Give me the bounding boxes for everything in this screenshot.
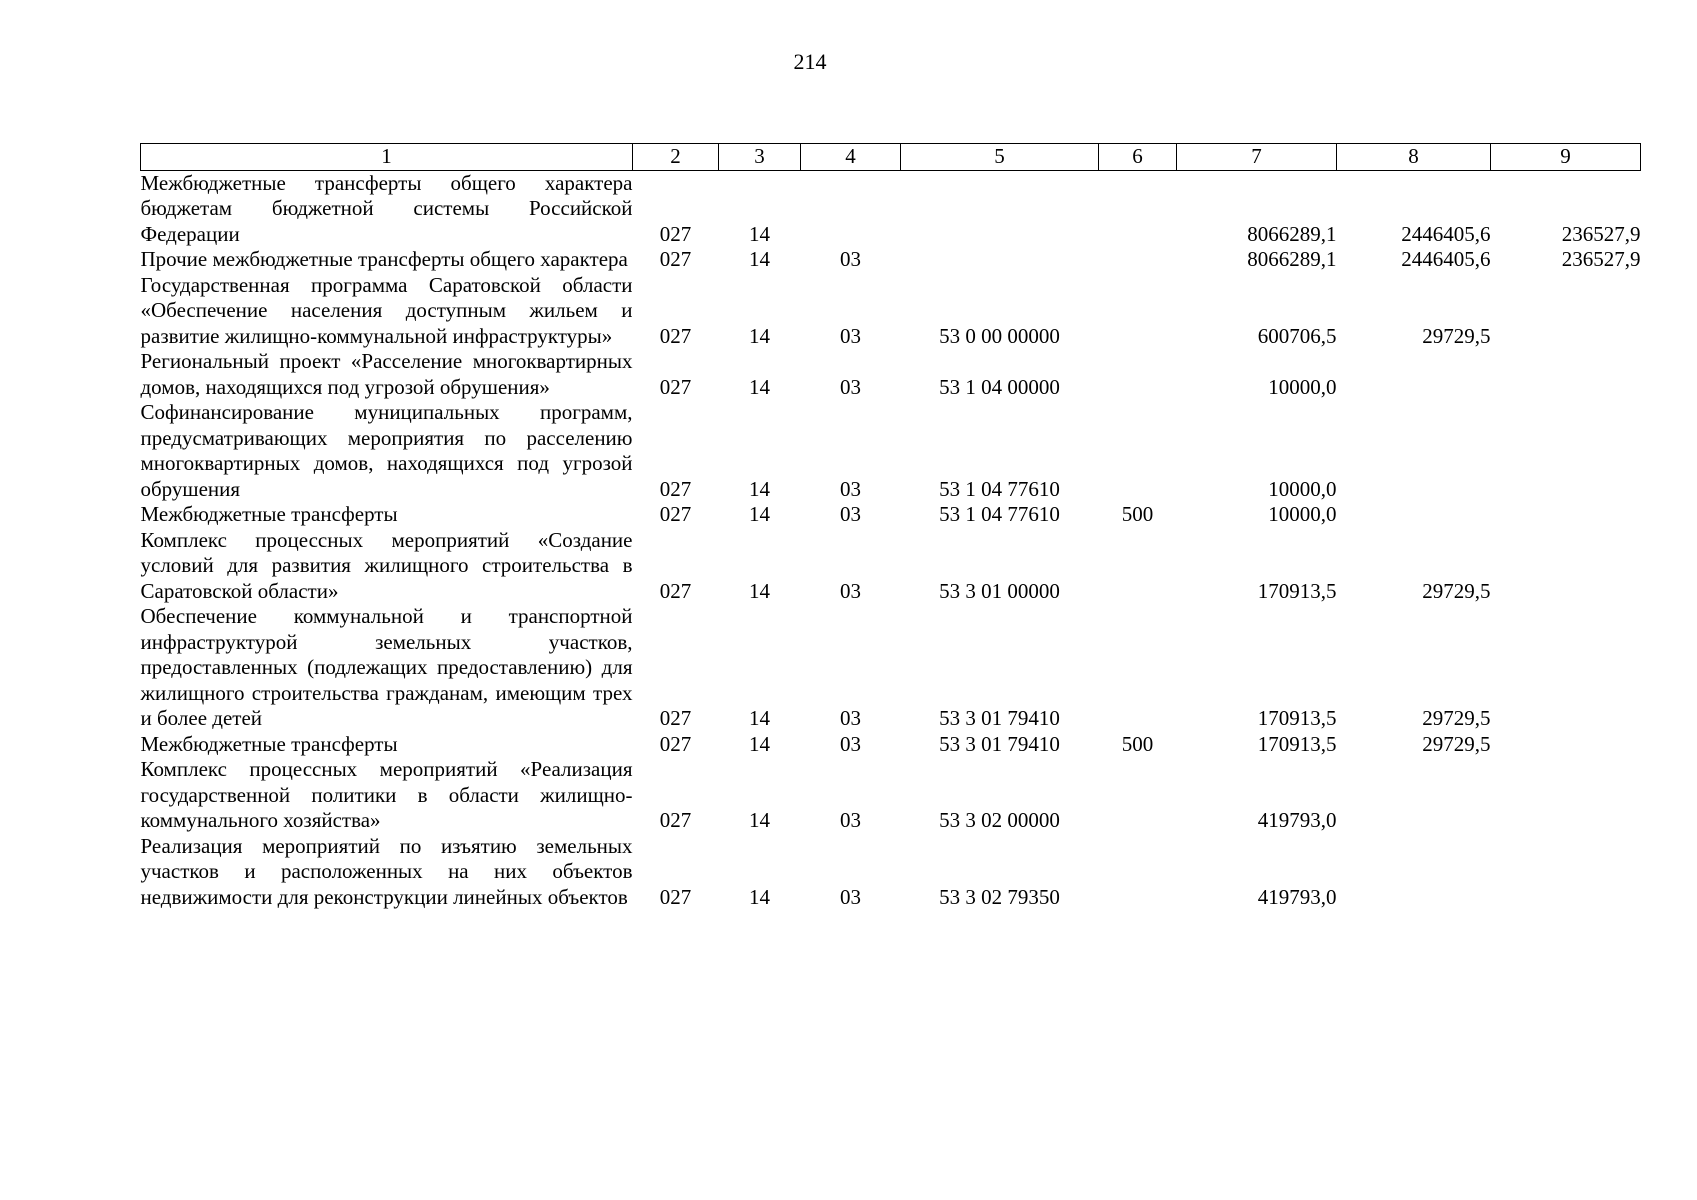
row-value-cell-col3: 14 <box>749 808 770 832</box>
row-name-cell: Региональный проект «Расселение многоквартирных домов, находящихся под угрозой обрушения» <box>140 349 633 399</box>
table-row <box>141 732 1641 758</box>
column-header-2: 2 <box>633 144 719 171</box>
row-value-cell-col7: 419793,0 <box>1257 884 1337 909</box>
row-name-cell: Межбюджетные трансферты <box>140 502 398 526</box>
row-value-cell-col2: 027 <box>659 884 692 909</box>
row-value-cell-col7: 170913,5 <box>1257 731 1337 756</box>
row-name-cell: Реализация мероприятий по изъятию земельных участков и расположенных на них объектов недвижимости для реконструкции линейных объектов <box>140 833 633 909</box>
row-value-cell-col7: 8066289,1 <box>1247 247 1337 271</box>
row-value-cell-col2: 027 <box>659 502 692 526</box>
row-value-cell-col6 <box>1099 757 1177 834</box>
table-row <box>141 273 1641 350</box>
row-value-cell-col7: 10000,0 <box>1268 476 1337 501</box>
row-value-cell-col4: 03 <box>840 247 861 271</box>
row-value-cell-col4: 03 <box>840 476 861 501</box>
row-value-cell-col9: 236527,9 <box>1561 247 1641 271</box>
row-value-cell-col3: 14 <box>749 374 770 399</box>
row-value-cell-col8: 2446405,6 <box>1401 221 1491 246</box>
row-value-cell-col7: 170913,5 <box>1257 578 1337 603</box>
row-value-cell-col8: 29729,5 <box>1422 323 1491 348</box>
row-name-cell: Комплекс процессных мероприятий «Создание условий для развития жилищного строительства в Саратовской области» <box>140 527 633 603</box>
row-value-cell-col3: 14 <box>749 731 770 756</box>
table-row <box>141 757 1641 834</box>
column-header-9: 9 <box>1491 144 1641 171</box>
row-value-cell-col2: 027 <box>659 731 692 756</box>
row-value-cell-col6 <box>1099 273 1177 350</box>
row-value-cell-col6: 500 <box>1121 502 1154 526</box>
column-header-6: 6 <box>1099 144 1177 171</box>
table-row <box>141 400 1641 502</box>
row-value-cell-col8 <box>1337 757 1491 834</box>
row-value-cell-col9 <box>1491 400 1641 502</box>
row-name-cell: Прочие межбюджетные трансферты общего характера <box>140 247 628 271</box>
table-row <box>141 247 1641 273</box>
row-value-cell-col5: 53 3 01 00000 <box>939 578 1060 603</box>
row-value-cell-col2: 027 <box>659 808 692 832</box>
table-row <box>141 502 1641 528</box>
table-row <box>141 349 1641 400</box>
row-value-cell-col2: 027 <box>659 221 692 246</box>
row-value-cell-col8: 2446405,6 <box>1401 247 1491 271</box>
row-value-cell-col8: 29729,5 <box>1422 731 1491 756</box>
row-value-cell-col6 <box>1099 834 1177 911</box>
row-name-cell: Межбюджетные трансферты общего характера бюджетам бюджетной системы Российской Федерации <box>140 170 633 246</box>
row-name-cell: Комплекс процессных мероприятий «Реализация государственной политики в области жилищно-коммунального хозяйства» <box>140 757 633 832</box>
row-value-cell-col9 <box>1491 604 1641 732</box>
row-value-cell-col5: 53 1 04 77610 <box>939 476 1060 501</box>
row-value-cell-col5: 53 3 02 00000 <box>939 808 1060 832</box>
row-value-cell-col4 <box>801 170 901 247</box>
row-value-cell-col5: 53 3 01 79410 <box>939 706 1060 730</box>
row-value-cell-col6 <box>1099 247 1177 273</box>
page-number: 214 <box>793 49 827 74</box>
row-value-cell-col4: 03 <box>840 808 861 832</box>
row-value-cell-col7: 10000,0 <box>1268 502 1337 526</box>
row-value-cell-col9: 236527,9 <box>1561 221 1641 246</box>
row-value-cell-col9 <box>1491 757 1641 834</box>
row-value-cell-col2: 027 <box>659 323 692 348</box>
row-value-cell-col9 <box>1491 732 1641 758</box>
row-value-cell-col7: 10000,0 <box>1268 374 1337 399</box>
row-value-cell-col9 <box>1491 273 1641 350</box>
row-value-cell-col4: 03 <box>840 706 861 730</box>
row-value-cell-col5: 53 3 02 79350 <box>939 884 1060 909</box>
column-header-3: 3 <box>719 144 801 171</box>
row-name-cell: Государственная программа Саратовской области «Обеспечение населения доступным жильем и развитие жилищно-коммунальной инфраструктуры» <box>140 272 633 348</box>
column-header-5: 5 <box>901 144 1099 171</box>
column-header-4: 4 <box>801 144 901 171</box>
row-value-cell-col5: 53 0 00 00000 <box>939 323 1060 348</box>
column-header-1: 1 <box>141 144 633 171</box>
row-value-cell-col4: 03 <box>840 502 861 526</box>
row-value-cell-col5: 53 3 01 79410 <box>939 731 1060 756</box>
row-value-cell-col9 <box>1491 349 1641 400</box>
row-value-cell-col9 <box>1491 834 1641 911</box>
row-value-cell-col6 <box>1099 528 1177 605</box>
row-value-cell-col8 <box>1337 400 1491 502</box>
row-value-cell-col6 <box>1099 170 1177 247</box>
row-value-cell-col2: 027 <box>659 578 692 603</box>
row-value-cell-col4: 03 <box>840 323 861 348</box>
row-value-cell-col7: 8066289,1 <box>1247 221 1337 246</box>
row-value-cell-col4: 03 <box>840 374 861 399</box>
row-value-cell-col8: 29729,5 <box>1422 706 1491 730</box>
row-value-cell-col4: 03 <box>840 884 861 909</box>
row-value-cell-col5 <box>901 170 1099 247</box>
row-value-cell-col9 <box>1491 528 1641 605</box>
row-value-cell-col2: 027 <box>659 374 692 399</box>
row-value-cell-col5: 53 1 04 77610 <box>939 502 1060 526</box>
row-value-cell-col3: 14 <box>749 502 770 526</box>
row-value-cell-col3: 14 <box>749 476 770 501</box>
budget-table <box>140 143 1641 910</box>
row-value-cell-col7: 600706,5 <box>1257 323 1337 348</box>
row-value-cell-col6: 500 <box>1121 731 1154 756</box>
row-value-cell-col6 <box>1099 604 1177 732</box>
row-name-cell: Софинансирование муниципальных программ, предусматривающих мероприятия по расселению многоквартирных домов, находящихся под угрозой обрушения <box>140 400 633 501</box>
row-value-cell-col2: 027 <box>659 247 692 271</box>
row-value-cell-col8: 29729,5 <box>1422 578 1491 603</box>
row-value-cell-col4: 03 <box>840 731 861 756</box>
row-value-cell-col4: 03 <box>840 578 861 603</box>
row-value-cell-col3: 14 <box>749 247 770 271</box>
row-value-cell-col6 <box>1099 400 1177 502</box>
table-row <box>141 604 1641 732</box>
row-name-cell: Обеспечение коммунальной и транспортной инфраструктурой земельных участков, предоставленных (подлежащих предоставлению) для жилищного строительства гражданам, имеющим трех и более детей <box>140 604 633 730</box>
row-name-cell: Межбюджетные трансферты <box>140 731 398 756</box>
row-value-cell-col3: 14 <box>749 323 770 348</box>
row-value-cell-col3: 14 <box>749 221 770 246</box>
column-header-8: 8 <box>1337 144 1491 171</box>
row-value-cell-col7: 419793,0 <box>1257 808 1337 832</box>
row-value-cell-col3: 14 <box>749 578 770 603</box>
row-value-cell-col5: 53 1 04 00000 <box>939 374 1060 399</box>
row-value-cell-col3: 14 <box>749 884 770 909</box>
row-value-cell-col2: 027 <box>659 706 692 730</box>
table-row <box>141 170 1641 247</box>
column-header-7: 7 <box>1177 144 1337 171</box>
row-value-cell-col8 <box>1337 834 1491 911</box>
row-value-cell-col8 <box>1337 502 1491 528</box>
table-header-row <box>141 144 1641 171</box>
table-row <box>141 834 1641 911</box>
row-value-cell-col6 <box>1099 349 1177 400</box>
table-header <box>141 144 1641 171</box>
row-value-cell-col3: 14 <box>749 706 770 730</box>
row-value-cell-col8 <box>1337 349 1491 400</box>
row-value-cell-col7: 170913,5 <box>1257 706 1337 730</box>
row-value-cell-col5 <box>901 247 1099 273</box>
table-row <box>141 528 1641 605</box>
row-value-cell-col9 <box>1491 502 1641 528</box>
table-body <box>141 170 1641 910</box>
row-value-cell-col2: 027 <box>659 476 692 501</box>
